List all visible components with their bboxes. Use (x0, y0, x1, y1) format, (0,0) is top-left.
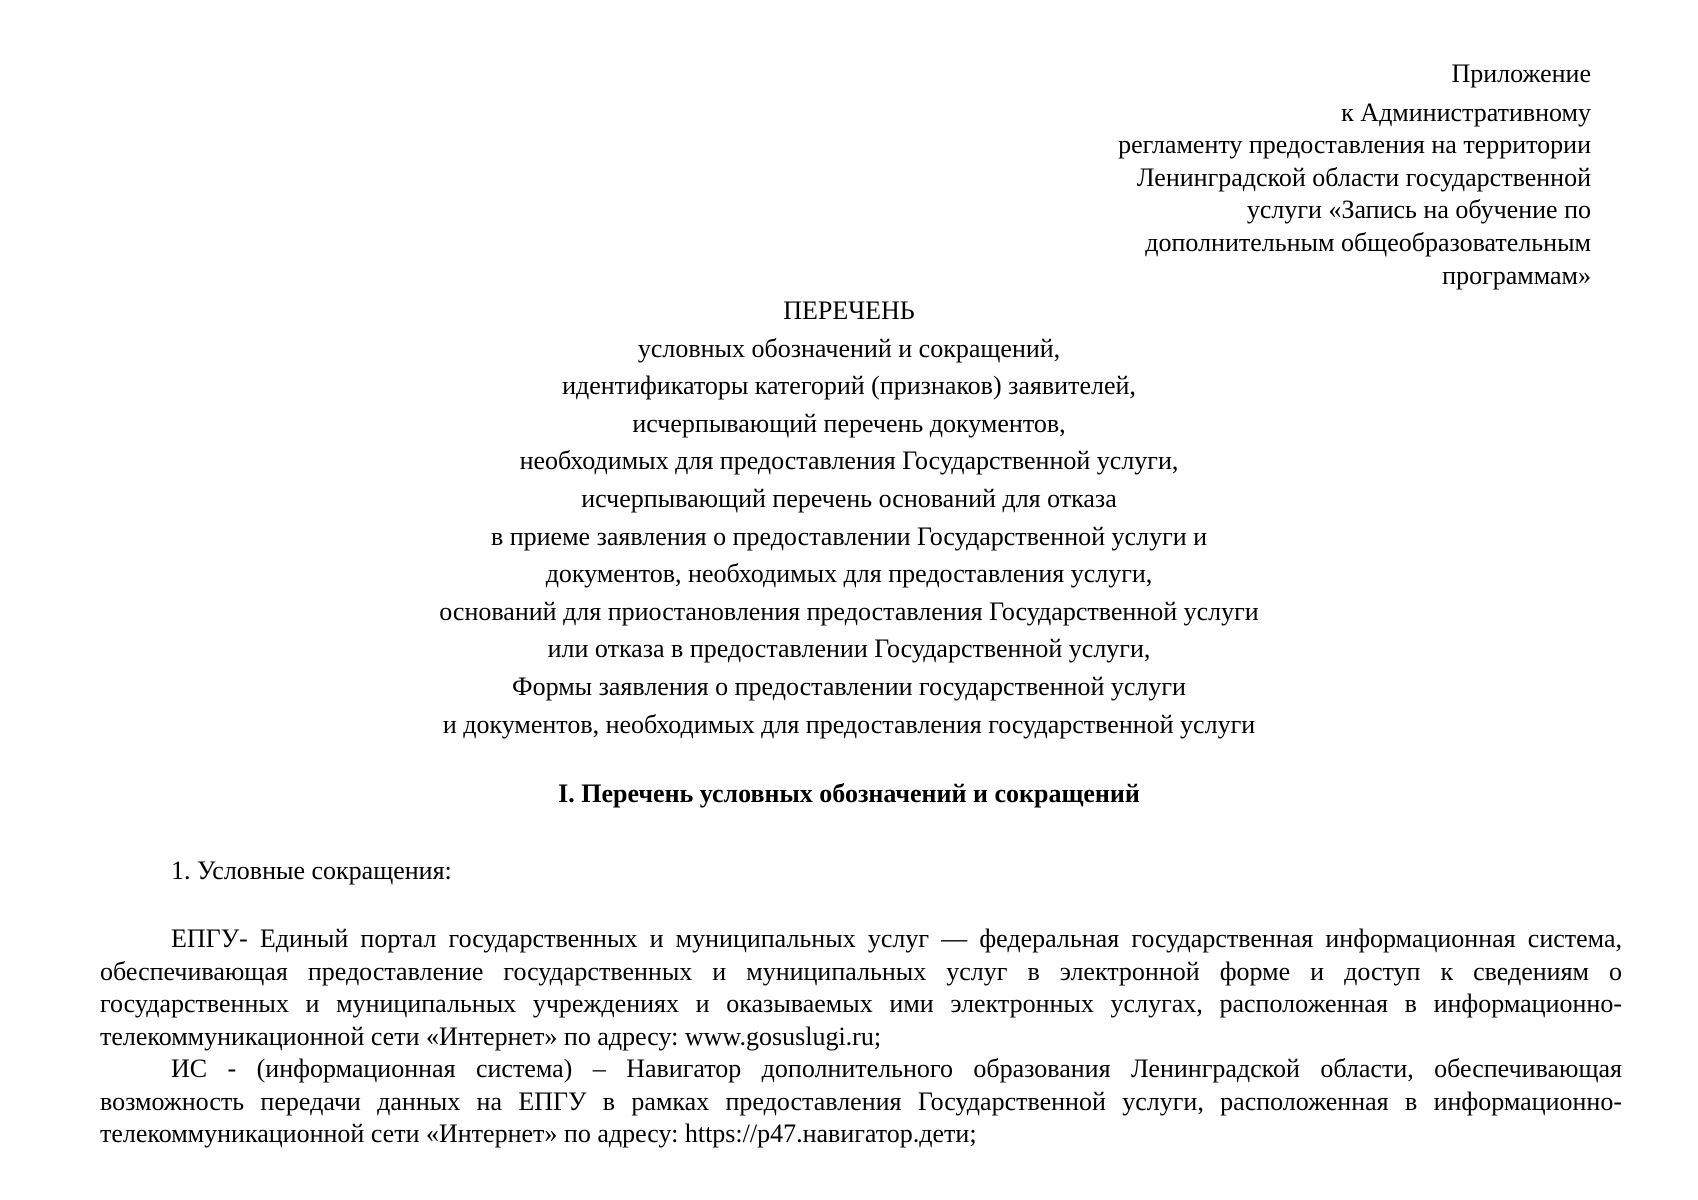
list-item-heading: 1. Условные сокращения: (171, 856, 452, 885)
title-line: в приеме заявления о предоставлении Государственной услуги и (490, 521, 1208, 551)
title-line: Формы заявления о предоставлении государственной услуги (512, 671, 1186, 701)
title-line: идентификаторы категорий (признаков) заявителей, (562, 371, 1136, 401)
definitions-body (100, 923, 1622, 1151)
title-line: условных обозначений и сокращений, (637, 333, 1061, 363)
appendix-line: программам» (1442, 260, 1591, 290)
appendix-line: к Административному (1341, 97, 1591, 127)
title-line: оснований для приостановления предоставления Государственной услуги (439, 596, 1259, 626)
title-line: необходимых для предоставления Государственной услуги, (519, 446, 1179, 476)
appendix-label: Приложение (1451, 59, 1591, 88)
document-title-block (0, 292, 1698, 743)
document-title: ПЕРЕЧЕНЬ (783, 296, 915, 325)
section-heading: I. Перечень условных обозначений и сокращений (558, 779, 1140, 808)
title-line: исчерпывающий перечень оснований для отказа (581, 483, 1117, 513)
appendix-line: Ленинградской области государственной (1136, 162, 1591, 192)
title-line: и документов, необходимых для предоставления государственной услуги (442, 709, 1256, 739)
title-line: или отказа в предоставлении Государственной услуги, (547, 634, 1151, 664)
appendix-line: дополнительным общеобразовательным (1145, 227, 1591, 257)
appendix-line: услуги «Запись на обучение по (1246, 195, 1591, 225)
definition-paragraph-is: ИС - (информационная система) – Навигатор дополнительного образования Ленинградской области, обеспечивающая возможность передачи данных на ЕПГУ в рамках предоставления Государственной услуги, расположенная в информационно-телекоммуникационной сети «Интернет» по адресу: https://р47.навигатор.дети; (100, 1054, 1622, 1148)
appendix-block (1031, 58, 1591, 292)
definition-paragraph-epgu: ЕПГУ- Единый портал государственных и муниципальных услуг — федеральная государственная информационная система, обеспечивающая предоставление государственных и муниципальных услуг в электронной форме и доступ к сведениям о государственных и муниципальных учреждениях и оказываемых ими электронных услугах, расположенная в информационно-телекоммуникационной сети «Интернет» по адресу: www.gosuslugi.ru; (100, 924, 1622, 1051)
appendix-line: регламенту предоставления на территории (1118, 130, 1591, 160)
title-line: исчерпывающий перечень документов, (632, 408, 1066, 438)
title-line: документов, необходимых для предоставления услуги, (545, 559, 1153, 589)
